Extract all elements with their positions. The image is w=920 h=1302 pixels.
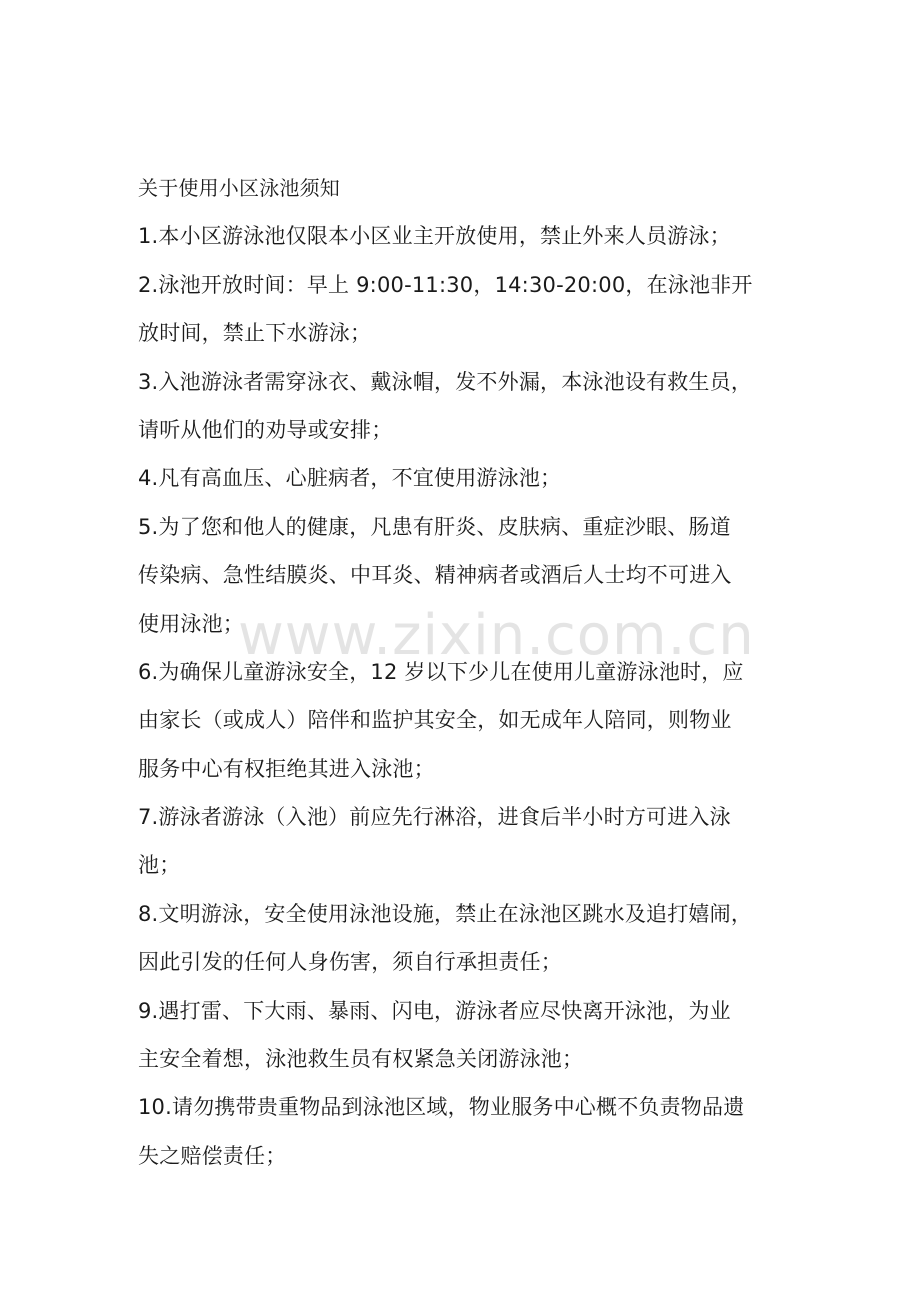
- text-line: 9.遇打雷、下大雨、暴雨、闪电，游泳者应尽快离开泳池，为业: [138, 998, 731, 1023]
- watermark: www.zixin.com.cn: [238, 603, 755, 668]
- text-line: 由家长（或成人）陪伴和监护其安全，如无成年人陪同，则物业: [138, 708, 732, 733]
- text-line: 8.文明游泳，安全使用泳池设施，禁止在泳池区跳水及追打嬉闹，: [138, 901, 753, 926]
- text-line: 1.本小区游泳池仅限本小区业主开放使用，禁止外来人员游泳；: [138, 224, 731, 249]
- document-title: 关于使用小区泳池须知: [138, 176, 340, 200]
- text-line: 池；: [138, 853, 181, 878]
- text-line: 3.入池游泳者需穿泳衣、戴泳帽，发不外漏，本泳池设有救生员，: [138, 369, 753, 394]
- text-line: 6.为确保儿童游泳安全，12 岁以下少儿在使用儿童游泳池时，应: [138, 659, 744, 684]
- text-line: 10.请勿携带贵重物品到泳池区域，物业服务中心概不负责物品遗: [138, 1095, 745, 1120]
- text-line: 请听从他们的劝导或安排；: [138, 417, 393, 442]
- text-line: 传染病、急性结膜炎、中耳炎、精神病者或酒后人士均不可进入: [138, 563, 732, 588]
- text-line: 主安全着想，泳池救生员有权紧急关闭游泳池；: [138, 1047, 584, 1072]
- text-line: 7.游泳者游泳（入池）前应先行淋浴，进食后半小时方可进入泳: [138, 805, 731, 830]
- text-line: 因此引发的任何人身伤害，须自行承担责任；: [138, 950, 562, 975]
- text-line: 放时间，禁止下水游泳；: [138, 321, 372, 346]
- text-line: 4.凡有高血压、心脏病者，不宜使用游泳池；: [138, 466, 562, 491]
- text-line: 2.泳池开放时间：早上 9:00-11:30，14:30-20:00，在泳池非开: [138, 272, 753, 297]
- text-line: 使用泳池；: [138, 611, 244, 636]
- document-body: [138, 164, 788, 1180]
- text-line: 5.为了您和他人的健康，凡患有肝炎、皮肤病、重症沙眼、肠道: [138, 514, 731, 539]
- text-line: 失之赔偿责任；: [138, 1143, 287, 1168]
- text-line: 服务中心有权拒绝其进入泳池；: [138, 756, 435, 781]
